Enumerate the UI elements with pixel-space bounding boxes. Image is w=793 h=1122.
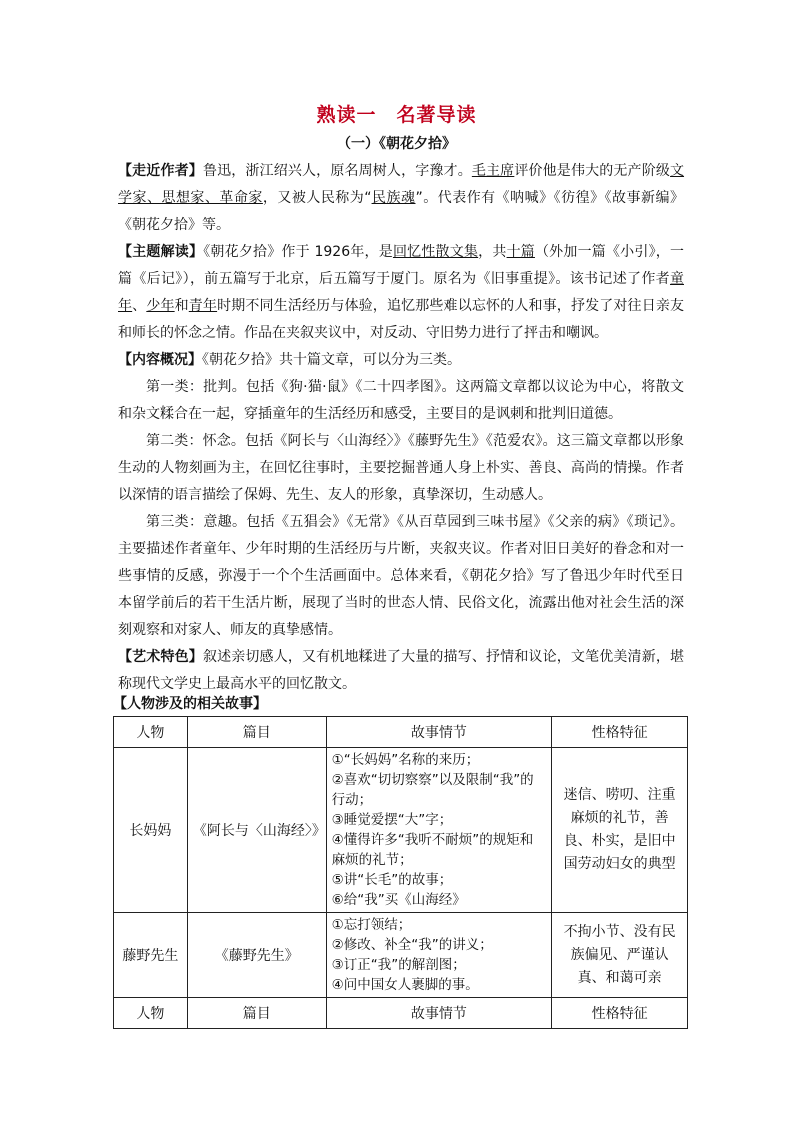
plot-item: ④懂得许多“我听不耐烦”的规矩和麻烦的礼节； bbox=[331, 832, 534, 868]
plot-item: ④问中国女人裹脚的事。 bbox=[331, 977, 479, 993]
table-footer-header-row bbox=[114, 998, 688, 1029]
footer-cell-traits: 性格特征 bbox=[552, 998, 688, 1029]
plot-item: ⑥给“我”买《山海经》 bbox=[331, 892, 466, 908]
author-label: 【走近作者】 bbox=[118, 163, 203, 179]
plot-cell bbox=[326, 748, 552, 913]
work-cell: 《藤野先生》 bbox=[187, 913, 326, 998]
table-row bbox=[114, 913, 688, 998]
plot-item: ①“长妈妈”名称的来历； bbox=[331, 752, 480, 768]
page-title: 熟读一 名著导读 bbox=[316, 104, 477, 126]
footer-cell-person: 人物 bbox=[114, 998, 188, 1029]
plot-item: ②修改、补全“我”的讲义； bbox=[331, 937, 493, 953]
work-cell: 《阿长与〈山海经〉》 bbox=[187, 748, 326, 913]
theme-paragraph: 【主题解读】《朝花夕拾》作于 1926年，是回忆性散文集，共十篇（外加一篇《小引》，一篇《后记》），前五篇写于北京，后五篇写于厦门。原名为《旧事重提》。该书记述了作者童年、少年和青年时期不同生活经历与体验，追忆那些难以忘怀的人和事，抒发了对往日亲友和师长的怀念之情。作品在夹叙夹议中，对反动、守旧势力进行了抨击和嘲讽。 bbox=[118, 244, 685, 341]
header-cell-plot: 故事情节 bbox=[326, 717, 552, 748]
character-stories-table bbox=[113, 716, 688, 1029]
art-paragraph: 【艺术特色】叙述亲切感人，又有机地糅进了大量的描写、抒情和议论，文笔优美清新，堪称现代文学史上最高水平的回忆散文。 bbox=[118, 649, 685, 692]
plot-item: ③睡觉爱摆“大”字； bbox=[331, 812, 453, 828]
plot-item: ②喜欢“切切察察”以及限制“我”的行动； bbox=[331, 772, 534, 808]
person-cell: 藤野先生 bbox=[114, 913, 188, 998]
person-cell: 长妈妈 bbox=[114, 748, 188, 913]
section-subtitle: （一）《朝花夕拾》 bbox=[337, 136, 456, 152]
header-cell-traits: 性格特征 bbox=[552, 717, 688, 748]
header-cell-person: 人物 bbox=[114, 717, 188, 748]
plot-item: ③订正“我”的解剖图； bbox=[331, 957, 466, 973]
table-row bbox=[114, 748, 688, 913]
plot-item: ①忘打领结； bbox=[331, 917, 412, 933]
author-paragraph: 【走近作者】鲁迅，浙江绍兴人，原名周树人，字豫才。毛主席评价他是伟大的无产阶级文学家、思想家、革命家，又被人民称为“民族魂”。代表作有《呐喊》《彷徨》《故事新编》《朝花夕拾》等。 bbox=[118, 163, 685, 233]
category-2-paragraph: 第二类：怀念。包括《阿长与〈山海经〉》《藤野先生》《范爱农》。这三篇文章都以形象生动的人物刻画为主，在回忆往事时，主要挖掘普通人身上朴实、善良、高尚的情操。作者以深情的语言描绘了保姆、先生、友人的形象，真挚深切，生动感人。 bbox=[118, 433, 684, 503]
footer-cell-plot: 故事情节 bbox=[326, 998, 552, 1029]
header-cell-work: 篇目 bbox=[187, 717, 326, 748]
category-1-paragraph: 第一类：批判。包括《狗·猫·鼠》《二十四孝图》。这两篇文章都以议论为中心，将散文和杂文糅合在一起，穿插童年的生活经历和感受，主要目的是讽刺和批判旧道德。 bbox=[118, 379, 684, 422]
art-label: 【艺术特色】 bbox=[118, 649, 203, 665]
theme-label: 【主题解读】 bbox=[118, 244, 204, 260]
plot-cell bbox=[326, 913, 552, 998]
traits-cell: 迷信、唠叨、注重麻烦的礼节，善良、朴实，是旧中国劳动妇女的典型 bbox=[552, 748, 688, 913]
table-header-row bbox=[114, 717, 688, 748]
overview-paragraph: 【内容概况】《朝花夕拾》共十篇文章，可以分为三类。 bbox=[118, 352, 461, 368]
document-body bbox=[118, 158, 684, 698]
table-caption: 【人物涉及的相关故事】 bbox=[113, 696, 267, 712]
footer-cell-work: 篇目 bbox=[187, 998, 326, 1029]
plot-item: ⑤讲“长毛”的故事； bbox=[331, 872, 453, 888]
category-3-paragraph: 第三类：意趣。包括《五猖会》《无常》《从百草园到三味书屋》《父亲的病》《琐记》。主要描述作者童年、少年时期的生活经历与片断，夹叙夹议。作者对旧日美好的眷念和对一些事情的反感，弥漫于一个个生活画面中。总体来看，《朝花夕拾》写了鲁迅少年时代至日本留学前后的若干生活片断，展现了当时的世态人情、民俗文化，流露出他对社会生活的深刻观察和对家人、师友的真挚感情。 bbox=[118, 514, 684, 638]
overview-label: 【内容概况】 bbox=[118, 352, 202, 368]
traits-cell: 不拘小节、没有民族偏见、严谨认真、和蔼可亲 bbox=[552, 913, 688, 998]
